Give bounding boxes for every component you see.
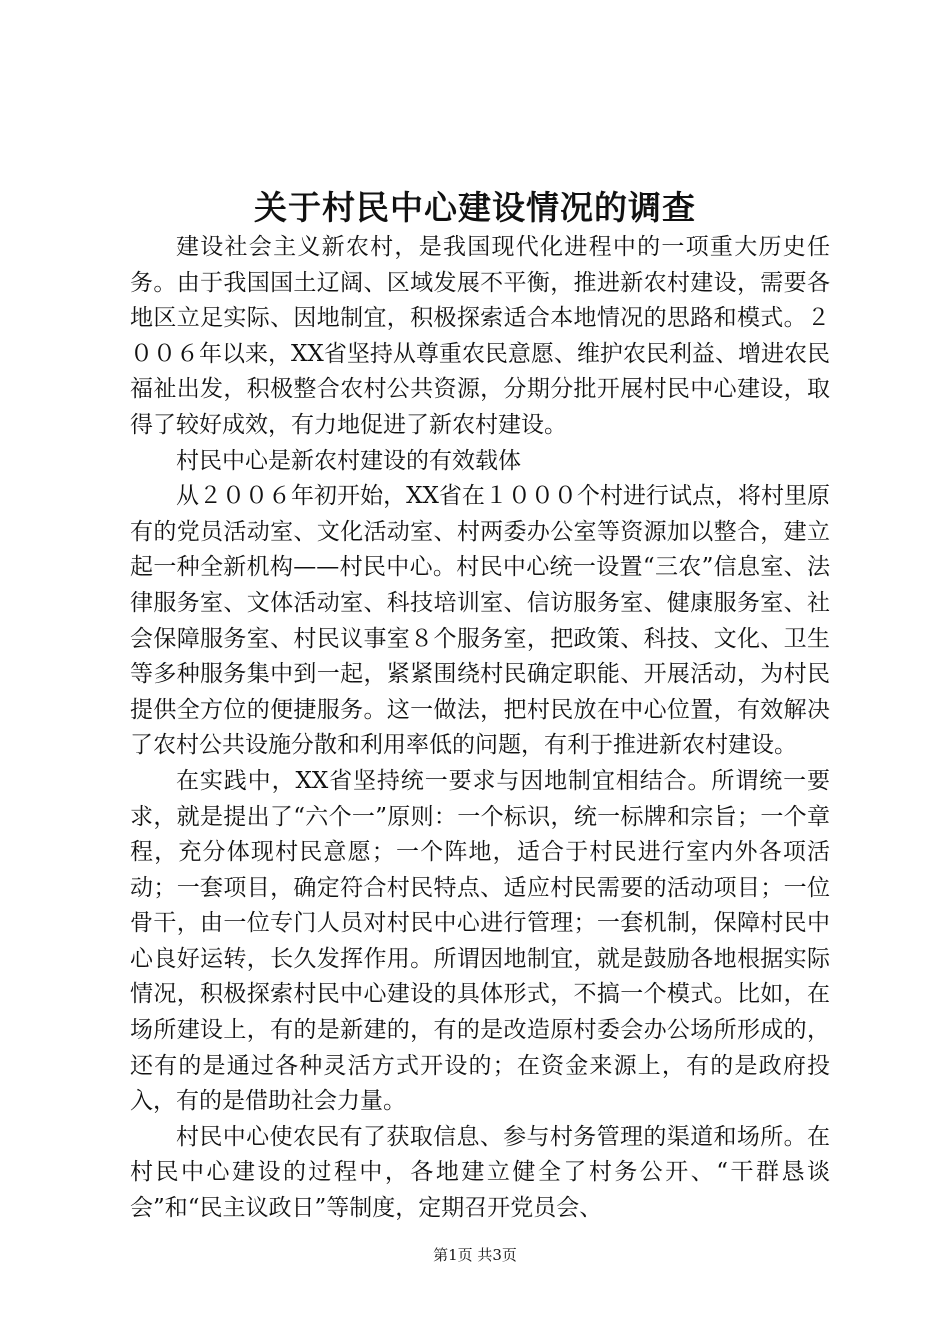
section-heading: 村民中心是新农村建设的有效载体 bbox=[176, 447, 521, 474]
paragraph-intro: 建设社会主义新农村，是我国现代化进程中的一项重大历史任务。由于我国国土辽阔、区域发展不平衡，推进新农村建设，需要各地区立足实际、因地制宜，积极探索适合本地情况的思路和模式。２００６年以来，XX省坚持从尊重农民意愿、维护农民利益、增进农民福祉出发，积极整合农村公共资源，分期分批开展村民中心建设，取得了较好成效，有力地促进了新农村建设。 bbox=[130, 234, 830, 438]
paragraph-channels: 村民中心使农民有了获取信息、参与村务管理的渠道和场所。在村民中心建设的过程中，各地建立健全了村务公开、“干群恳谈会”和“民主议政日”等制度，定期召开党员会、 bbox=[130, 1123, 830, 1222]
paragraph-practice: 在实践中，XX省坚持统一要求与因地制宜相结合。所谓统一要求，就是提出了“六个一”原则：一个标识，统一标牌和宗旨；一个章程，充分体现村民意愿；一个阵地，适合于村民进行室内外各项活动；一套项目，确定符合村民特点、适应村民需要的活动项目；一位骨干，由一位专门人员对村民中心进行管理；一套机制，保障村民中心良好运转，长久发挥作用。所谓因地制宜，就是鼓励各地根据实际情况，积极探索村民中心建设的具体形式，不搞一个模式。比如，在场所建设上，有的是新建的，有的是改造原村委会办公场所形成的，还有的是通过各种灵活方式开设的；在资金来源上，有的是政府投入，有的是借助社会力量。 bbox=[130, 767, 830, 1115]
page-footer: 第1页 共3页 bbox=[433, 1246, 517, 1264]
paragraph-pilot: 从２００６年初开始，XX省在１０００个村进行试点，将村里原有的党员活动室、文化活动室、村两委办公室等资源加以整合，建立起一种全新机构——村民中心。村民中心统一设置“三农”信息室、法律服务室、文体活动室、科技培训室、信访服务室、健康服务室、社会保障服务室、村民议事室８个服务室，把政策、科技、文化、卫生等多种服务集中到一起，紧紧围绕村民确定职能、开展活动，为村民提供全方位的便捷服务。这一做法，把村民放在中心位置，有效解决了农村公共设施分散和利用率低的问题，有利于推进新农村建设。 bbox=[130, 483, 830, 759]
document-body bbox=[130, 230, 830, 1227]
document-title: 关于村民中心建设情况的调查 bbox=[254, 188, 696, 227]
